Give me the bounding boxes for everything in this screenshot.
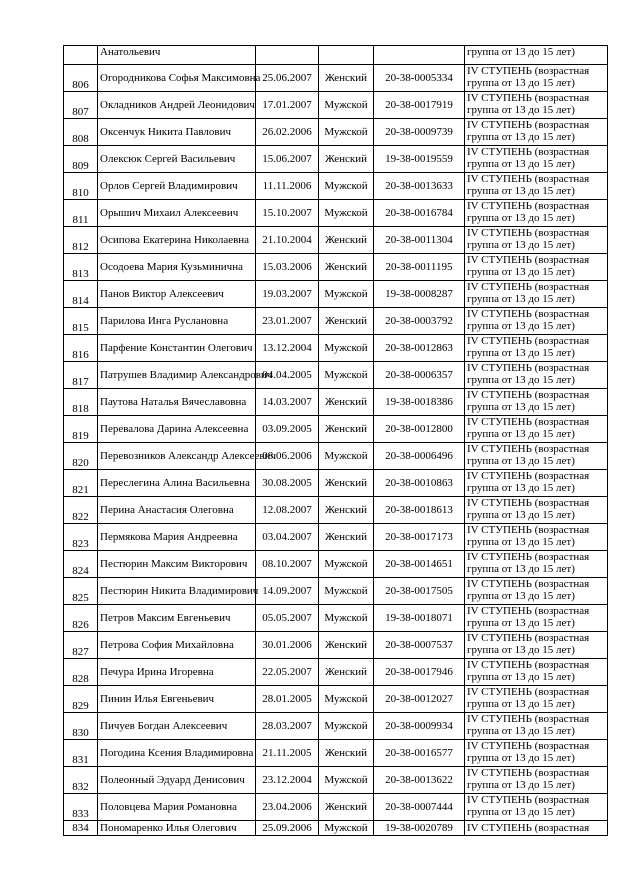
gender-cell: Мужской	[319, 92, 374, 119]
row-number-cell: 826	[64, 605, 98, 632]
stage-cell	[465, 416, 608, 443]
stage-title: IV СТУПЕНЬ (возрастная	[467, 578, 590, 590]
table-row	[64, 686, 608, 713]
full-name-cell: Панов Виктор Алексеевич	[98, 281, 256, 308]
row-number-cell: 813	[64, 254, 98, 281]
stage-age-group: группа от 13 до 15 лет)	[467, 590, 575, 602]
id-number-cell: 20-38-0012800	[374, 416, 465, 443]
gender-cell: Женский	[319, 470, 374, 497]
row-number-cell: 829	[64, 686, 98, 713]
table-row	[64, 443, 608, 470]
row-number-cell: 811	[64, 200, 98, 227]
gender-cell: Мужской	[319, 443, 374, 470]
stage-title: IV СТУПЕНЬ (возрастная	[467, 524, 590, 536]
full-name-cell: Пичуев Богдан Алексеевич	[98, 713, 256, 740]
stage-age-group: группа от 13 до 15 лет)	[467, 104, 575, 116]
stage-cell	[465, 389, 608, 416]
row-number-cell: 828	[64, 659, 98, 686]
stage-cell	[465, 632, 608, 659]
stage-age-group: группа от 13 до 15 лет)	[467, 185, 575, 197]
table-row	[64, 659, 608, 686]
full-name-cell: Пинин Илья Евгеньевич	[98, 686, 256, 713]
gender-cell: Мужской	[319, 605, 374, 632]
stage-cell	[465, 497, 608, 524]
table-row	[64, 92, 608, 119]
id-number-cell: 20-38-0007444	[374, 794, 465, 821]
table-row	[64, 46, 608, 65]
full-name-cell: Огородникова Софья Максимовна	[98, 65, 256, 92]
id-number-cell: 20-38-0013633	[374, 173, 465, 200]
id-number-cell: 19-38-0020789	[374, 821, 465, 836]
id-number-cell: 19-38-0008287	[374, 281, 465, 308]
gender-cell: Женский	[319, 740, 374, 767]
birth-date-cell: 15.03.2006	[256, 254, 319, 281]
id-number-cell: 20-38-0017173	[374, 524, 465, 551]
stage-cell	[465, 119, 608, 146]
stage-cell	[465, 65, 608, 92]
gender-cell	[319, 46, 374, 65]
stage-age-group: группа от 13 до 15 лет)	[467, 779, 575, 791]
full-name-cell: Погодина Ксения Владимировна	[98, 740, 256, 767]
birth-date-cell: 19.03.2007	[256, 281, 319, 308]
full-name-cell: Перина Анастасия Олеговна	[98, 497, 256, 524]
full-name-cell: Пестюрин Никита Владимирович	[98, 578, 256, 605]
row-number-cell: 807	[64, 92, 98, 119]
full-name-cell: Пестюрин Максим Викторович	[98, 551, 256, 578]
stage-cell	[465, 659, 608, 686]
row-number-cell: 819	[64, 416, 98, 443]
full-name-cell: Осипова Екатерина Николаевна	[98, 227, 256, 254]
stage-cell	[465, 524, 608, 551]
stage-cell	[465, 605, 608, 632]
gender-cell: Мужской	[319, 173, 374, 200]
full-name-cell: Парфение Константин Олегович	[98, 335, 256, 362]
stage-age-group: группа от 13 до 15 лет)	[467, 482, 575, 494]
gender-cell: Женский	[319, 254, 374, 281]
table-row	[64, 821, 608, 836]
id-number-cell	[374, 46, 465, 65]
stage-title: IV СТУПЕНЬ (возрастная	[467, 713, 590, 725]
stage-age-group: группа от 13 до 15 лет)	[467, 806, 575, 818]
id-number-cell: 20-38-0007537	[374, 632, 465, 659]
gender-cell: Женский	[319, 65, 374, 92]
gender-cell: Женский	[319, 389, 374, 416]
table-row	[64, 200, 608, 227]
birth-date-cell: 28.01.2005	[256, 686, 319, 713]
full-name-cell: Орлов Сергей Владимирович	[98, 173, 256, 200]
stage-cell	[465, 578, 608, 605]
stage-title: IV СТУПЕНЬ (возрастная	[467, 227, 590, 239]
id-number-cell: 20-38-0003792	[374, 308, 465, 335]
stage-age-group: группа от 13 до 15 лет)	[467, 77, 575, 89]
id-number-cell: 19-38-0018386	[374, 389, 465, 416]
stage-title: IV СТУПЕНЬ (возрастная	[467, 686, 590, 698]
stage-cell	[465, 551, 608, 578]
birth-date-cell: 08.10.2007	[256, 551, 319, 578]
stage-age-group: группа от 13 до 15 лет)	[467, 320, 575, 332]
id-number-cell: 19-38-0019559	[374, 146, 465, 173]
row-number-cell: 806	[64, 65, 98, 92]
stage-age-group: группа от 13 до 15 лет)	[467, 698, 575, 710]
stage-age-group: группа от 13 до 15 лет)	[467, 428, 575, 440]
stage-cell	[465, 686, 608, 713]
full-name-cell: Петров Максим Евгеньевич	[98, 605, 256, 632]
id-number-cell: 20-38-0017946	[374, 659, 465, 686]
table-row	[64, 146, 608, 173]
id-number-cell: 20-38-0006496	[374, 443, 465, 470]
birth-date-cell: 11.11.2006	[256, 173, 319, 200]
birth-date-cell: 03.09.2005	[256, 416, 319, 443]
stage-cell	[465, 443, 608, 470]
full-name-cell: Олексюк Сергей Васильевич	[98, 146, 256, 173]
stage-age-group: группа от 13 до 15 лет)	[467, 509, 575, 521]
stage-title: IV СТУПЕНЬ (возрастная	[467, 335, 590, 347]
full-name-cell: Парилова Инга Руслановна	[98, 308, 256, 335]
row-number-cell: 832	[64, 767, 98, 794]
gender-cell: Женский	[319, 497, 374, 524]
gender-cell: Женский	[319, 146, 374, 173]
full-name-cell: Оксенчук Никита Павлович	[98, 119, 256, 146]
full-name-cell: Половцева Мария Романовна	[98, 794, 256, 821]
full-name-cell: Анатольевич	[98, 46, 256, 65]
birth-date-cell: 23.04.2006	[256, 794, 319, 821]
row-number-cell: 830	[64, 713, 98, 740]
stage-age-group: группа от 13 до 15 лет)	[467, 158, 575, 170]
row-number-cell: 834	[64, 821, 98, 836]
full-name-cell: Перевалова Дарина Алексеевна	[98, 416, 256, 443]
birth-date-cell: 30.08.2005	[256, 470, 319, 497]
full-name-cell: Паутова Наталья Вячеславовна	[98, 389, 256, 416]
row-number-cell: 820	[64, 443, 98, 470]
stage-title: IV СТУПЕНЬ (возрастная	[467, 470, 590, 482]
stage-age-group: группа от 13 до 15 лет)	[467, 752, 575, 764]
id-number-cell: 20-38-0012863	[374, 335, 465, 362]
table-row	[64, 308, 608, 335]
id-number-cell: 20-38-0013622	[374, 767, 465, 794]
stage-age-group: группа от 13 до 15 лет)	[467, 266, 575, 278]
id-number-cell: 20-38-0016784	[374, 200, 465, 227]
id-number-cell: 20-38-0016577	[374, 740, 465, 767]
stage-age-group: группа от 13 до 15 лет)	[467, 536, 575, 548]
table-row	[64, 227, 608, 254]
full-name-cell: Печура Ирина Игоревна	[98, 659, 256, 686]
gender-cell: Мужской	[319, 362, 374, 389]
stage-age-group: группа от 13 до 15 лет)	[467, 347, 575, 359]
row-number-cell: 810	[64, 173, 98, 200]
stage-age-group: группа от 13 до 15 лет)	[467, 671, 575, 683]
stage-title: IV СТУПЕНЬ (возрастная	[467, 551, 590, 563]
stage-title: IV СТУПЕНЬ (возрастная	[467, 443, 590, 455]
row-number-cell: 817	[64, 362, 98, 389]
table-row	[64, 119, 608, 146]
stage-title: IV СТУПЕНЬ (возрастная	[467, 92, 590, 104]
stage-age-group: группа от 13 до 15 лет)	[467, 239, 575, 251]
birth-date-cell: 12.08.2007	[256, 497, 319, 524]
gender-cell: Женский	[319, 659, 374, 686]
row-number-cell: 824	[64, 551, 98, 578]
row-number-cell: 827	[64, 632, 98, 659]
birth-date-cell: 28.03.2007	[256, 713, 319, 740]
stage-age-group: группа от 13 до 15 лет)	[467, 725, 575, 737]
row-number-cell: 822	[64, 497, 98, 524]
stage-title: IV СТУПЕНЬ (возрастная	[467, 200, 590, 212]
row-number-cell: 812	[64, 227, 98, 254]
stage-title: IV СТУПЕНЬ (возрастная	[467, 740, 590, 752]
row-number-cell: 823	[64, 524, 98, 551]
gender-cell: Женский	[319, 308, 374, 335]
gender-cell: Женский	[319, 632, 374, 659]
table-row	[64, 605, 608, 632]
stage-age-group: группа от 13 до 15 лет)	[467, 212, 575, 224]
table-row	[64, 254, 608, 281]
row-number-cell: 818	[64, 389, 98, 416]
id-number-cell: 20-38-0006357	[374, 362, 465, 389]
full-name-cell: Орышич Михаил Алексеевич	[98, 200, 256, 227]
row-number-cell: 814	[64, 281, 98, 308]
stage-title: IV СТУПЕНЬ (возрастная	[467, 119, 590, 131]
stage-age-group: группа от 13 до 15 лет)	[467, 617, 575, 629]
birth-date-cell: 21.10.2004	[256, 227, 319, 254]
participants-table	[63, 45, 608, 836]
stage-title: IV СТУПЕНЬ (возрастная	[467, 362, 590, 374]
stage-title: IV СТУПЕНЬ (возрастная	[467, 767, 590, 779]
stage-title: IV СТУПЕНЬ (возрастная	[467, 173, 590, 185]
gender-cell: Мужской	[319, 119, 374, 146]
table-row	[64, 632, 608, 659]
table-row	[64, 578, 608, 605]
gender-cell: Мужской	[319, 686, 374, 713]
table-row	[64, 362, 608, 389]
full-name-cell: Пермякова Мария Андреевна	[98, 524, 256, 551]
row-number-cell: 815	[64, 308, 98, 335]
stage-title: IV СТУПЕНЬ (возрастная	[467, 605, 590, 617]
stage-title: IV СТУПЕНЬ (возрастная	[467, 254, 590, 266]
table-row	[64, 767, 608, 794]
row-number-cell: 831	[64, 740, 98, 767]
birth-date-cell: 08.06.2006	[256, 443, 319, 470]
id-number-cell: 20-38-0017919	[374, 92, 465, 119]
gender-cell: Мужской	[319, 578, 374, 605]
stage-cell	[465, 281, 608, 308]
gender-cell: Мужской	[319, 335, 374, 362]
row-number-cell	[64, 46, 98, 65]
stage-cell	[465, 740, 608, 767]
stage-title: IV СТУПЕНЬ (возрастная	[467, 146, 590, 158]
gender-cell: Женский	[319, 416, 374, 443]
stage-age-group: группа от 13 до 15 лет)	[467, 131, 575, 143]
birth-date-cell: 13.12.2004	[256, 335, 319, 362]
stage-cell	[465, 767, 608, 794]
stage-age-group: группа от 13 до 15 лет)	[467, 46, 575, 58]
stage-cell	[465, 470, 608, 497]
row-number-cell: 825	[64, 578, 98, 605]
gender-cell: Мужской	[319, 281, 374, 308]
gender-cell: Женский	[319, 227, 374, 254]
birth-date-cell: 26.02.2006	[256, 119, 319, 146]
birth-date-cell: 14.09.2007	[256, 578, 319, 605]
full-name-cell: Пономаренко Илья Олегович	[98, 821, 256, 836]
gender-cell: Мужской	[319, 767, 374, 794]
id-number-cell: 20-38-0011195	[374, 254, 465, 281]
row-number-cell: 816	[64, 335, 98, 362]
row-number-cell: 809	[64, 146, 98, 173]
id-number-cell: 20-38-0011304	[374, 227, 465, 254]
stage-title: IV СТУПЕНЬ (возрастная	[467, 822, 590, 834]
table-row	[64, 470, 608, 497]
birth-date-cell: 15.10.2007	[256, 200, 319, 227]
stage-cell	[465, 46, 608, 65]
table-row	[64, 173, 608, 200]
gender-cell: Женский	[319, 524, 374, 551]
id-number-cell: 20-38-0009934	[374, 713, 465, 740]
full-name-cell: Осодоева Мария Кузьминична	[98, 254, 256, 281]
id-number-cell: 20-38-0005334	[374, 65, 465, 92]
gender-cell: Мужской	[319, 551, 374, 578]
birth-date-cell: 05.05.2007	[256, 605, 319, 632]
stage-age-group: группа от 13 до 15 лет)	[467, 374, 575, 386]
birth-date-cell: 04.04.2005	[256, 362, 319, 389]
stage-cell	[465, 794, 608, 821]
id-number-cell: 20-38-0012027	[374, 686, 465, 713]
id-number-cell: 20-38-0018613	[374, 497, 465, 524]
stage-cell	[465, 227, 608, 254]
stage-cell	[465, 146, 608, 173]
stage-title: IV СТУПЕНЬ (возрастная	[467, 65, 590, 77]
birth-date-cell: 22.05.2007	[256, 659, 319, 686]
table-row	[64, 281, 608, 308]
row-number-cell: 808	[64, 119, 98, 146]
table-body	[64, 46, 608, 836]
full-name-cell: Петрова София Михайловна	[98, 632, 256, 659]
stage-age-group: группа от 13 до 15 лет)	[467, 293, 575, 305]
stage-age-group: группа от 13 до 15 лет)	[467, 401, 575, 413]
stage-title: IV СТУПЕНЬ (возрастная	[467, 659, 590, 671]
stage-cell	[465, 200, 608, 227]
table-row	[64, 794, 608, 821]
birth-date-cell: 23.12.2004	[256, 767, 319, 794]
table-row	[64, 416, 608, 443]
birth-date-cell: 14.03.2007	[256, 389, 319, 416]
stage-title: IV СТУПЕНЬ (возрастная	[467, 308, 590, 320]
stage-cell	[465, 713, 608, 740]
stage-age-group: группа от 13 до 15 лет)	[467, 563, 575, 575]
gender-cell: Мужской	[319, 713, 374, 740]
stage-cell	[465, 92, 608, 119]
stage-age-group: группа от 13 до 15 лет)	[467, 455, 575, 467]
birth-date-cell: 17.01.2007	[256, 92, 319, 119]
stage-age-group: группа от 13 до 15 лет)	[467, 644, 575, 656]
birth-date-cell: 15.06.2007	[256, 146, 319, 173]
id-number-cell: 20-38-0014651	[374, 551, 465, 578]
table-row	[64, 713, 608, 740]
row-number-cell: 833	[64, 794, 98, 821]
table-row	[64, 497, 608, 524]
id-number-cell: 20-38-0009739	[374, 119, 465, 146]
full-name-cell: Перевозников Александр Алексеевич	[98, 443, 256, 470]
stage-cell	[465, 821, 608, 836]
table-row	[64, 389, 608, 416]
stage-title: IV СТУПЕНЬ (возрастная	[467, 497, 590, 509]
birth-date-cell	[256, 46, 319, 65]
id-number-cell: 20-38-0010863	[374, 470, 465, 497]
table-row	[64, 551, 608, 578]
stage-title: IV СТУПЕНЬ (возрастная	[467, 632, 590, 644]
birth-date-cell: 25.06.2007	[256, 65, 319, 92]
stage-cell	[465, 173, 608, 200]
table-row	[64, 524, 608, 551]
full-name-cell: Патрушев Владимир Александрович	[98, 362, 256, 389]
table-row	[64, 740, 608, 767]
full-name-cell: Окладников Андрей Леонидович	[98, 92, 256, 119]
id-number-cell: 19-38-0018071	[374, 605, 465, 632]
birth-date-cell: 25.09.2006	[256, 821, 319, 836]
table-row	[64, 65, 608, 92]
stage-cell	[465, 254, 608, 281]
birth-date-cell: 30.01.2006	[256, 632, 319, 659]
table-row	[64, 335, 608, 362]
birth-date-cell: 23.01.2007	[256, 308, 319, 335]
stage-cell	[465, 308, 608, 335]
full-name-cell: Полеонный Эдуард Денисович	[98, 767, 256, 794]
id-number-cell: 20-38-0017505	[374, 578, 465, 605]
gender-cell: Мужской	[319, 200, 374, 227]
stage-cell	[465, 335, 608, 362]
row-number-cell: 821	[64, 470, 98, 497]
gender-cell: Женский	[319, 794, 374, 821]
stage-cell	[465, 362, 608, 389]
stage-title: IV СТУПЕНЬ (возрастная	[467, 794, 590, 806]
stage-title: IV СТУПЕНЬ (возрастная	[467, 281, 590, 293]
gender-cell: Мужской	[319, 821, 374, 836]
birth-date-cell: 21.11.2005	[256, 740, 319, 767]
full-name-cell: Переслегина Алина Васильевна	[98, 470, 256, 497]
stage-title: IV СТУПЕНЬ (возрастная	[467, 389, 590, 401]
stage-title: IV СТУПЕНЬ (возрастная	[467, 416, 590, 428]
birth-date-cell: 03.04.2007	[256, 524, 319, 551]
